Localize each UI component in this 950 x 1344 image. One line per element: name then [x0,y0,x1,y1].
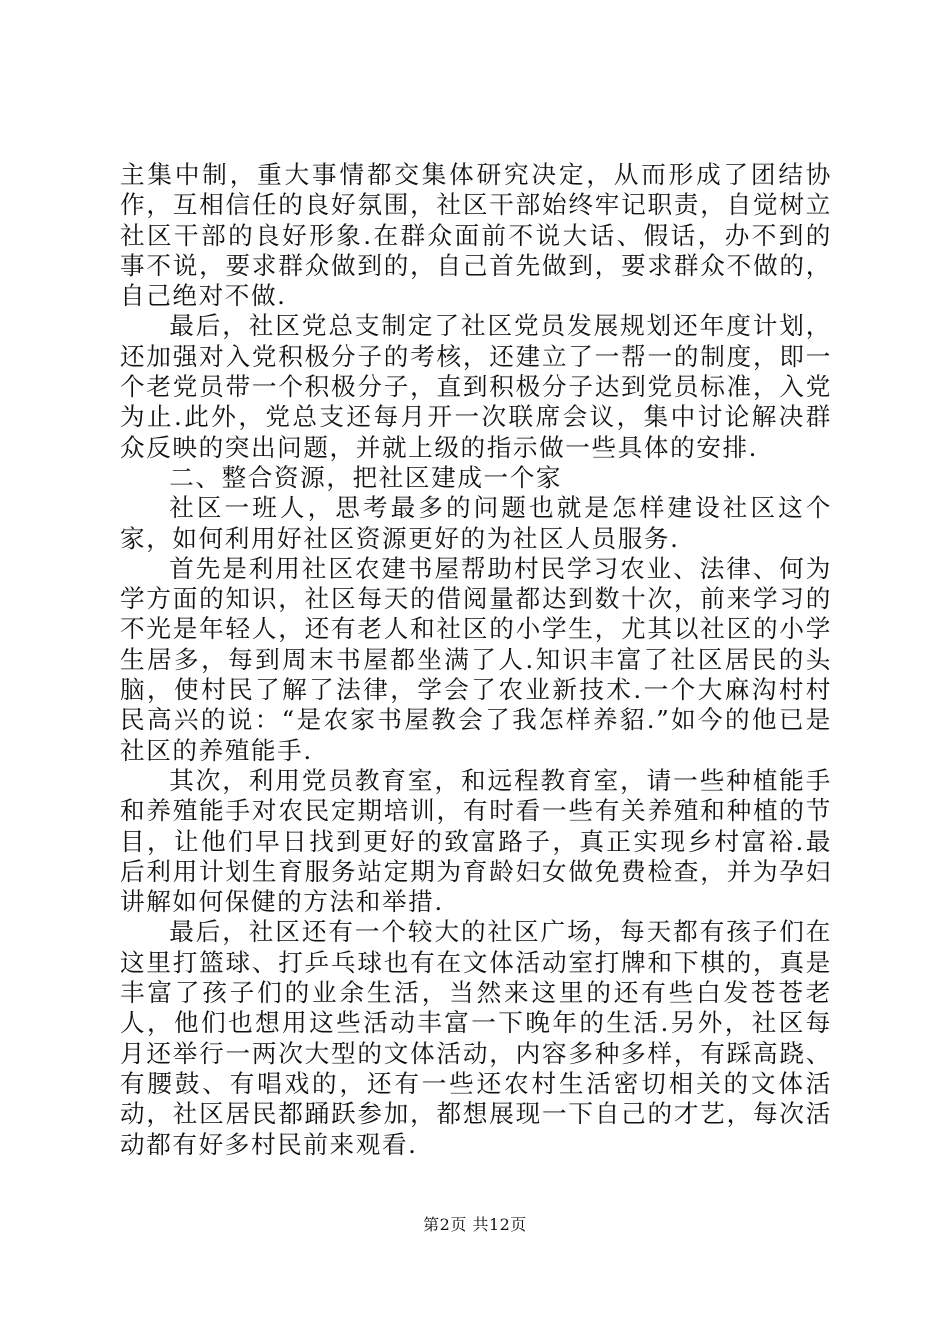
paragraph-3: 社区一班人，思考最多的问题也就是怎样建设社区这个家，如何利用好社区资源更好的为社区人员服务. [120,493,832,553]
paragraph-1: 主集中制，重大事情都交集体研究决定，从而形成了团结协作，互相信任的良好氛围，社区干部始终牢记职责，自觉树立社区干部的良好形象.在群众面前不说大话、假话，办不到的事不说，要求群众做到的，自己首先做到，要求群众不做的，自己绝对不做. [120,160,832,311]
paragraph-6: 最后，社区还有一个较大的社区广场，每天都有孩子们在这里打篮球、打乒乓球也有在文体活动室打牌和下棋的，真是丰富了孩子们的业余生活，当然来这里的还有些白发苍苍老人，他们也想用这些活动丰富一下晚年的生活.另外，社区每月还举行一两次大型的文体活动，内容多种多样，有踩高跷、有腰鼓、有唱戏的，还有一些还农村生活密切相关的文体活动，社区居民都踊跃参加，都想展现一下自己的才艺，每次活动都有好多村民前来观看. [120,917,832,1159]
document-body [120,160,832,1160]
paragraph-2: 最后，社区党总支制定了社区党员发展规划还年度计划，还加强对入党积极分子的考核，还建立了一帮一的制度，即一个老党员带一个积极分子，直到积极分子达到党员标准，入党为止.此外，党总支还每月开一次联席会议，集中讨论解决群众反映的突出问题，并就上级的指示做一些具体的安排. [120,311,832,462]
section-heading: 二、整合资源，把社区建成一个家 [169,462,563,492]
paragraph-4: 首先是利用社区农建书屋帮助村民学习农业、法律、何为学方面的知识，社区每天的借阅量都达到数十次，前来学习的不光是年轻人，还有老人和社区的小学生，尤其以社区的小学生居多，每到周末书屋都坐满了人.知识丰富了社区居民的头脑，使村民了解了法律，学会了农业新技术.一个大麻沟村村民高兴的说：“是农家书屋教会了我怎样养貂.”如今的他已是社区的养殖能手. [120,553,832,765]
paragraph-5: 其次，利用党员教育室，和远程教育室，请一些种植能手和养殖能手对农民定期培训，有时看一些有关养殖和种植的节目，让他们早日找到更好的致富路子，真正实现乡村富裕.最后利用计划生育服务站定期为育龄妇女做免费检查，并为孕妇讲解如何保健的方法和举措. [120,765,832,917]
page-number-footer: 第2页 共12页 [423,1215,527,1234]
